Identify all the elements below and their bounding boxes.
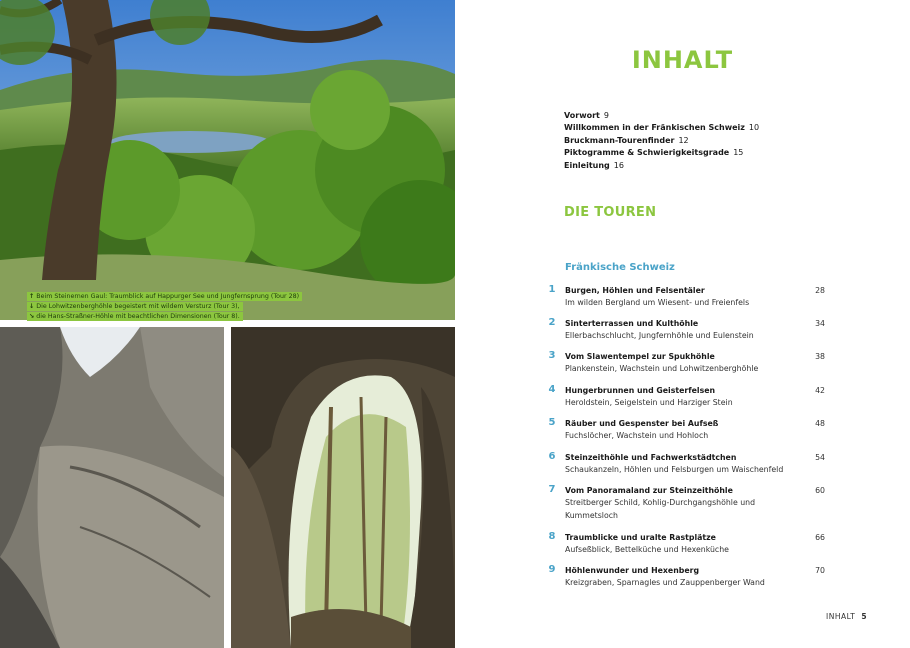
landscape-photo — [0, 0, 455, 320]
tour-page: 54 — [815, 453, 825, 462]
tour-subtitle: Im wilden Bergland um Wiesent- und Freienfels — [565, 298, 750, 307]
tour-subtitle: Ellerbachschlucht, Jungfernhöhle und Eulenstein — [565, 331, 754, 340]
tour-page: 70 — [815, 566, 825, 575]
tour-title: Traumblicke und uralte Rastplätze — [565, 533, 716, 542]
tour-number: 8 — [548, 531, 556, 542]
cave-rock-photo — [0, 327, 224, 648]
caption-text: die Hans-Straßner-Höhle mit beachtlichen Dimensionen (Tour 8). — [36, 313, 240, 320]
front-matter-item[interactable]: Einleitung 16 — [564, 160, 624, 170]
tour-subtitle: Aufseßblick, Bettelküche und Hexenküche — [565, 545, 729, 554]
tour-page: 28 — [815, 286, 825, 295]
tour-title: Räuber und Gespenster bei Aufseß — [565, 419, 719, 428]
tour-title: Sinterterrassen und Kulthöhle — [565, 319, 699, 328]
page-title: INHALT — [631, 46, 734, 74]
tour-number: 1 — [548, 284, 556, 295]
tour-subtitle: Plankenstein, Wachstein und Lohwitzenberghöhle — [565, 364, 759, 373]
caption-3 — [27, 312, 243, 321]
toc-page — [455, 0, 910, 648]
region-title: Fränkische Schweiz — [565, 262, 675, 273]
front-matter-item[interactable]: Bruckmann-Tourenfinder 12 — [564, 135, 689, 145]
tour-title: Burgen, Höhlen und Felsentäler — [565, 286, 705, 295]
tour-page: 34 — [815, 319, 825, 328]
arrow-up-icon: ↑ — [29, 293, 35, 300]
caption-text: Die Lohwitzenberghöhle begeistert mit wildem Versturz (Tour 3), — [36, 303, 240, 310]
tour-number: 2 — [548, 317, 556, 328]
caption-1 — [27, 292, 302, 301]
tour-page: 38 — [815, 352, 825, 361]
tour-page: 60 — [815, 486, 825, 495]
tour-subtitle: Streitberger Schild, Kohlig-Durchgangshöhle und Kummetsloch — [565, 498, 756, 520]
caption-2 — [27, 302, 243, 311]
page-footer — [826, 612, 867, 621]
tour-number: 7 — [548, 484, 556, 495]
arrow-down-icon: ↓ — [29, 303, 35, 310]
tour-number: 9 — [548, 564, 556, 575]
front-matter-list — [564, 110, 759, 172]
tour-title: Vom Slawentempel zur Spukhöhle — [565, 352, 715, 361]
tour-subtitle: Kreizgraben, Sparnagles und Zauppenberger Wand — [565, 578, 765, 587]
tour-page: 42 — [815, 386, 825, 395]
tour-number: 5 — [548, 417, 556, 428]
tour-number: 6 — [548, 451, 556, 462]
page-number: 5 — [861, 612, 868, 621]
arrow-down-right-icon: ↘ — [29, 313, 35, 320]
front-matter-item[interactable]: Piktogramme & Schwierigkeitsgrade 15 — [564, 148, 744, 158]
photo-captions — [27, 292, 302, 322]
tour-title: Hungerbrunnen und Geisterfelsen — [565, 386, 716, 395]
front-matter-item[interactable]: Vorwort 9 — [564, 111, 609, 120]
tour-subtitle: Fuchslöcher, Wachstein und Hohloch — [565, 431, 709, 440]
tour-number: 4 — [548, 384, 556, 395]
tour-subtitle: Heroldstein, Seigelstein und Harziger Stein — [565, 398, 733, 407]
tour-page: 66 — [815, 533, 825, 542]
cave-entrance-photo — [231, 327, 455, 648]
tour-number: 3 — [548, 350, 556, 361]
tour-page: 48 — [815, 419, 825, 428]
tour-title: Vom Panoramaland zur Steinzeithöhle — [565, 486, 733, 495]
tour-subtitle: Schaukanzeln, Höhlen und Felsburgen um Waischenfeld — [565, 465, 784, 474]
tour-title: Höhlenwunder und Hexenberg — [565, 566, 700, 575]
front-matter-item[interactable]: Willkommen in der Fränkischen Schweiz 10 — [564, 123, 760, 133]
footer-label: INHALT — [826, 612, 856, 621]
caption-text: Beim Steinernen Gaul: Traumblick auf Happurger See und Jungfernsprung (Tour 28) — [36, 293, 300, 300]
tour-title: Steinzeithöhle und Fachwerkstädtchen — [565, 453, 737, 462]
section-title: DIE TOUREN — [564, 205, 657, 220]
